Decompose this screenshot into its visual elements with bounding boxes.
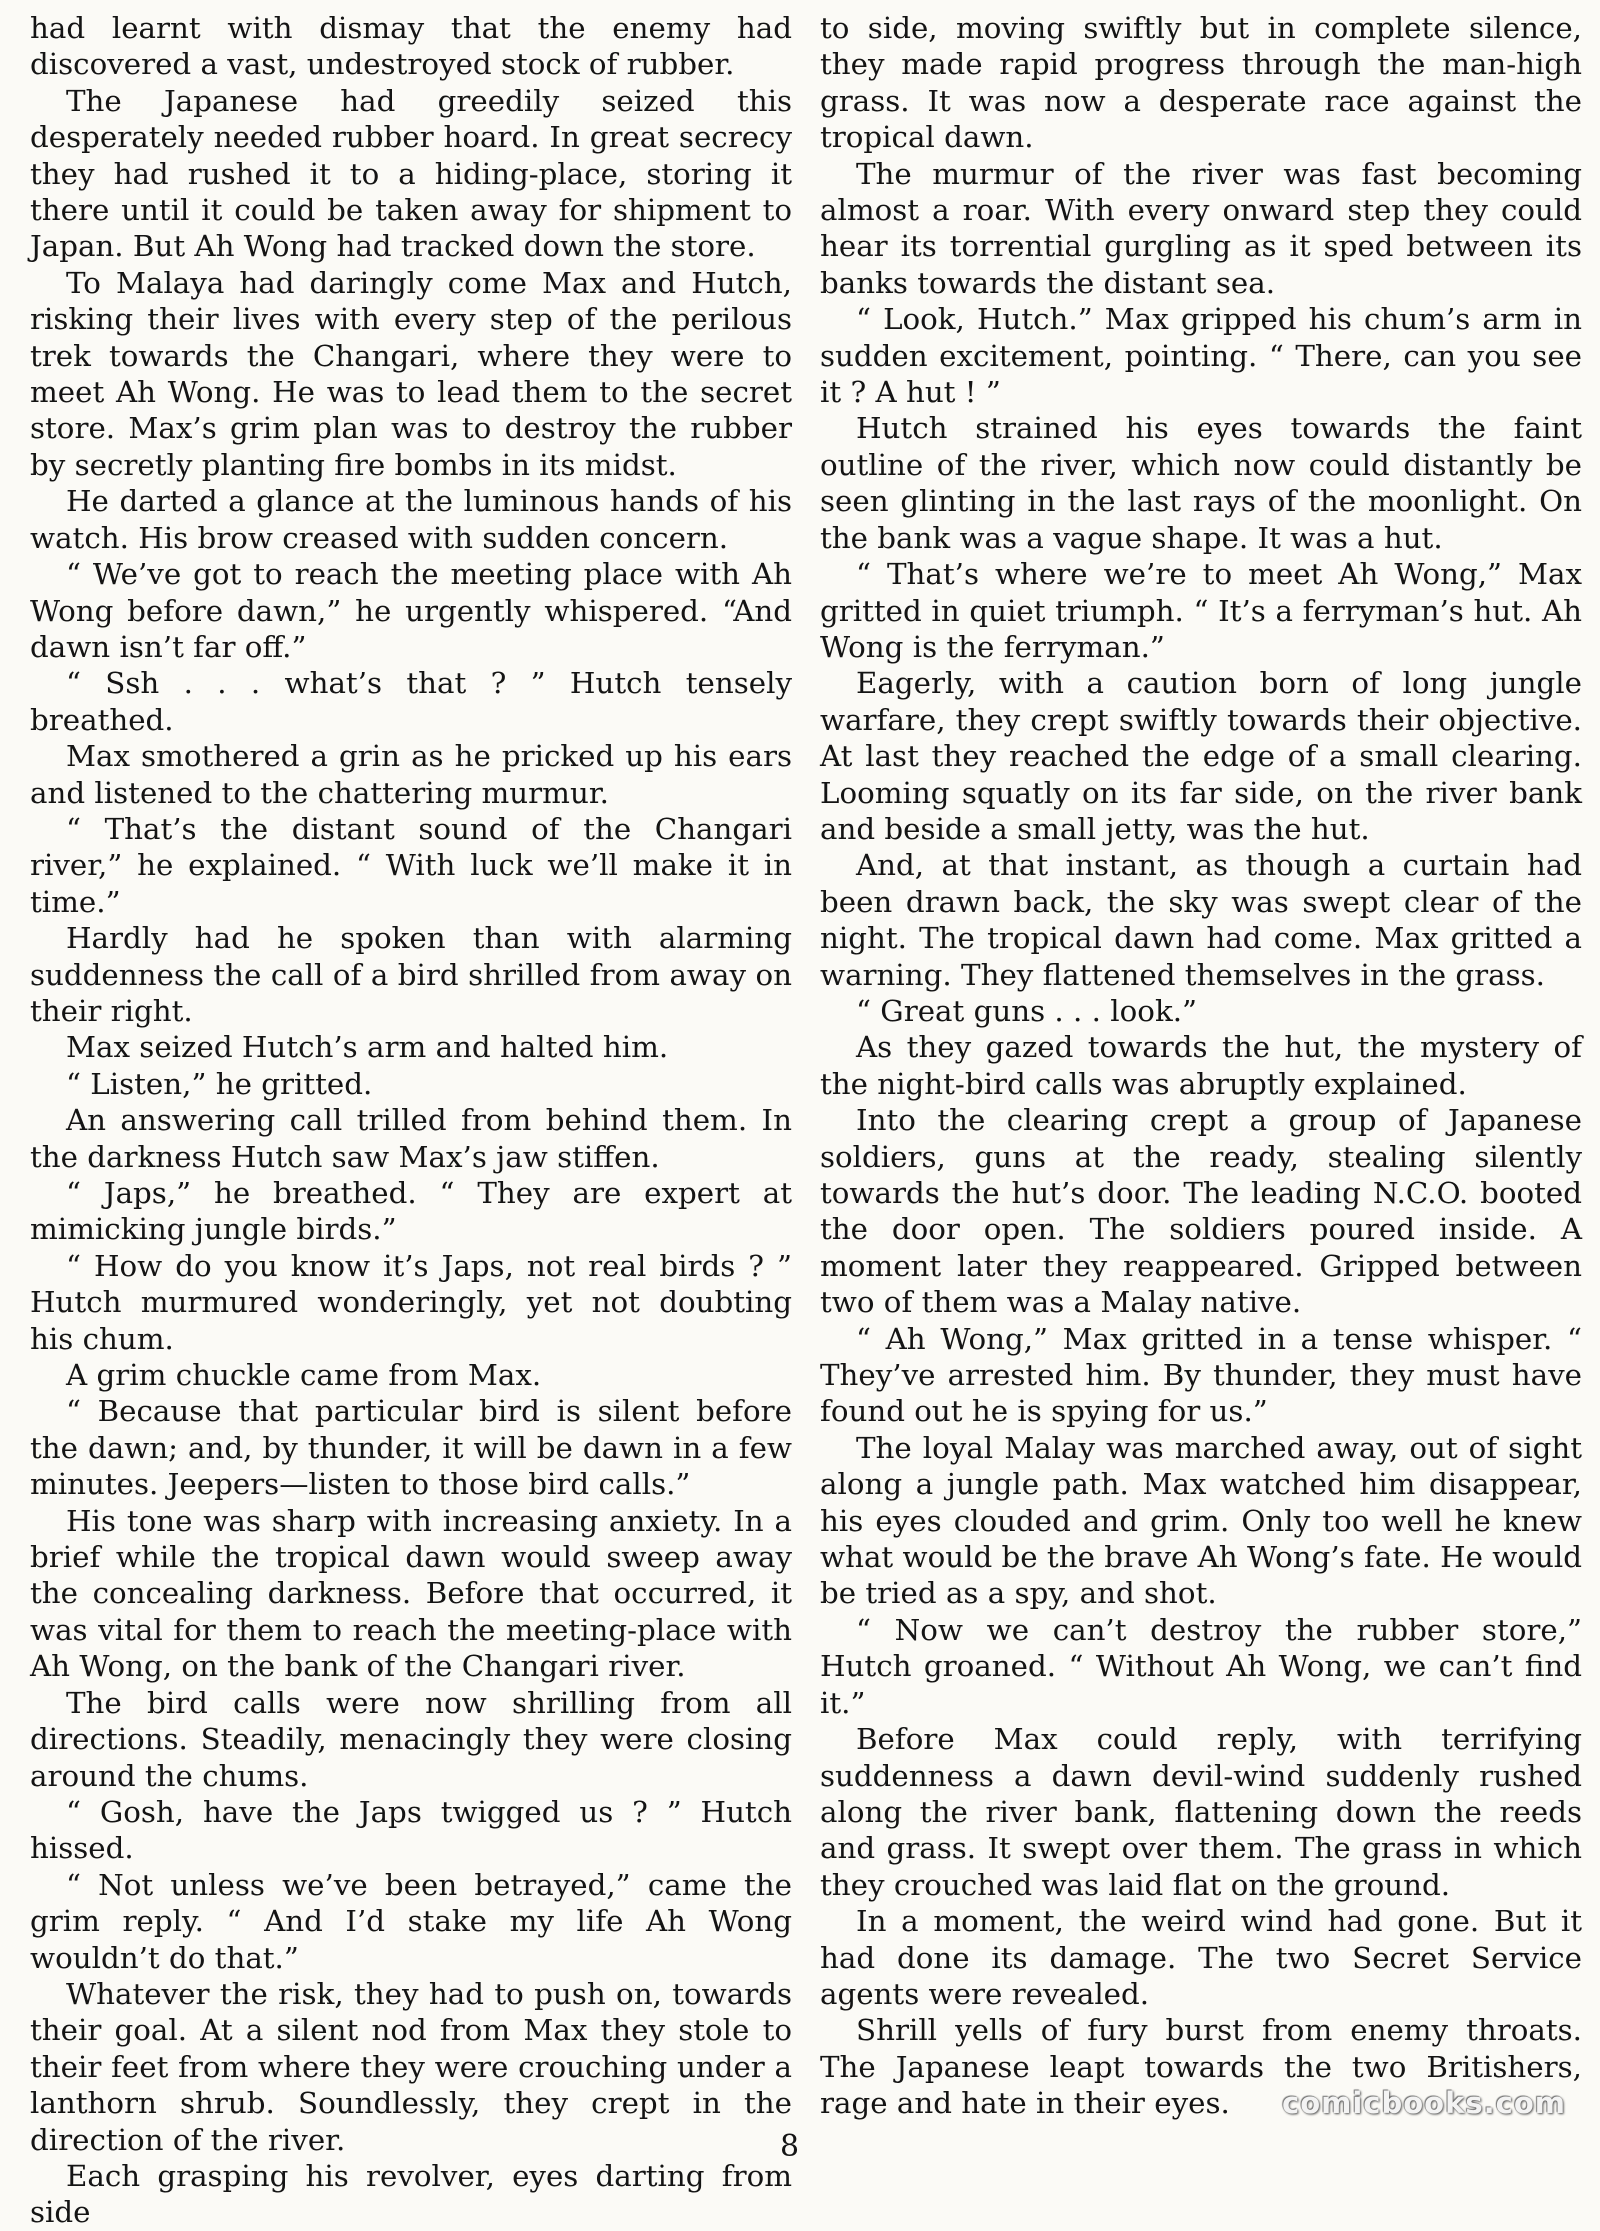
paragraph: Max seized Hutch’s arm and halted him. <box>66 1030 669 1065</box>
paragraph: The Japanese had greedily seized this desperately needed rubber hoard. In great secrecy they had rushed it to a hiding-place, storing it there until it could be taken away for shipment to Japan. But Ah Wong had tracked down the store. <box>30 83 792 264</box>
paragraph: Max smothered a grin as he pricked up his ears and listened to the chattering murmur. <box>30 739 792 810</box>
paragraph: He darted a glance at the luminous hands of his watch. His brow creased with sudden concern. <box>30 484 792 555</box>
left-text-column <box>30 10 792 2231</box>
paragraph: The loyal Malay was marched away, out of sight along a jungle path. Max watched him disappear, his eyes clouded and grim. Only too well he knew what would be the brave Ah Wong’s fate. He would be tried as a spy, and shot. <box>820 1430 1582 1611</box>
paragraph: Whatever the risk, they had to push on, towards their goal. At a silent nod from Max they stole to their feet from where they were crouching under a lanthorn shrub. Soundlessly, they crept in the direction of the river. <box>30 1976 792 2157</box>
paragraph: “ Ssh . . . what’s that ? ” Hutch tensely breathed. <box>30 666 792 737</box>
paragraph: Each grasping his revolver, eyes darting from side <box>30 2158 792 2230</box>
paragraph: “ Because that particular bird is silent before the dawn; and, by thunder, it will be dawn in a few minutes. Jeepers—listen to those bird calls.” <box>30 1394 792 1502</box>
paragraph: In a moment, the weird wind had gone. But it had done its damage. The two Secret Service agents were revealed. <box>820 1904 1582 2011</box>
paragraph: To Malaya had daringly come Max and Hutch, risking their lives with every step of the perilous trek towards the Changari, where they were to meet Ah Wong. He was to lead them to the secret store. Max’s grim plan was to destroy the rubber by secretly planting fire bombs in its midst. <box>30 265 792 482</box>
paragraph: “ Japs,” he breathed. “ They are expert at mimicking jungle birds.” <box>30 1176 792 1247</box>
paragraph: As they gazed towards the hut, the mystery of the night-bird calls was abruptly explained. <box>820 1030 1582 1101</box>
paragraph: “ We’ve got to reach the meeting place with Ah Wong before dawn,” he urgently whispered. “And dawn isn’t far off.” <box>30 557 792 664</box>
paragraph: The murmur of the river was fast becoming almost a roar. With every onward step they could hear its torrential gurgling as it sped between its banks towards the distant sea. <box>820 156 1582 300</box>
paragraph: “ That’s where we’re to meet Ah Wong,” Max gritted in quiet triumph. “ It’s a ferryman’s hut. Ah Wong is the ferryman.” <box>820 557 1582 664</box>
paragraph: Hardly had he spoken than with alarming suddenness the call of a bird shrilled from away on their right. <box>30 921 792 1028</box>
paragraph: An answering call trilled from behind them. In the darkness Hutch saw Max’s jaw stiffen. <box>30 1103 792 1174</box>
paragraph: “ Great guns . . . look.” <box>856 993 1197 1028</box>
paragraph: Before Max could reply, with terrifying suddenness a dawn devil-wind suddenly rushed along the river bank, flattening down the reeds and grass. It swept over them. The grass in which they crouched was laid flat on the ground. <box>820 1722 1582 1902</box>
paragraph: to side, moving swiftly but in complete silence, they made rapid progress through the man-high grass. It was now a desperate race against the tropical dawn. <box>820 11 1582 155</box>
paragraph: Shrill yells of fury burst from enemy throats. The Japanese leapt towards the two Britishers, rage and hate in their eyes. <box>820 2013 1582 2121</box>
paragraph: had learnt with dismay that the enemy had discovered a vast, undestroyed stock of rubber. <box>30 11 792 82</box>
paragraph: “ How do you know it’s Japs, not real birds ? ” Hutch murmured wonderingly, yet not doubting his chum. <box>30 1248 792 1356</box>
paragraph: Eagerly, with a caution born of long jungle warfare, they crept swiftly towards their objective. At last they reached the edge of a small clearing. Looming squatly on its far side, on the river bank and beside a small jetty, was the hut. <box>820 666 1582 846</box>
paragraph: “ Listen,” he gritted. <box>66 1066 373 1101</box>
paragraph: “ Ah Wong,” Max gritted in a tense whisper. “ They’ve arrested him. By thunder, they must have found out he is spying for us.” <box>820 1321 1582 1429</box>
paragraph: “ Now we can’t destroy the rubber store,” Hutch groaned. “ Without Ah Wong, we can’t find it.” <box>820 1612 1582 1720</box>
paragraph: Hutch strained his eyes towards the faint outline of the river, which now could distantly be seen glinting in the last rays of the moonlight. On the bank was a vague shape. It was a hut. <box>820 411 1582 555</box>
paragraph: Into the clearing crept a group of Japanese soldiers, guns at the ready, stealing silently towards the hut’s door. The leading N.C.O. booted the door open. The soldiers poured inside. A moment later they reappeared. Gripped between two of them was a Malay native. <box>820 1103 1582 1320</box>
right-text-column <box>820 10 1582 2122</box>
paragraph: “ Gosh, have the Japs twigged us ? ” Hutch hissed. <box>30 1794 792 1866</box>
page-number: 8 <box>780 2129 800 2164</box>
paragraph: “ That’s the distant sound of the Changari river,” he explained. “ With luck we’ll make it in time.” <box>30 811 792 919</box>
paragraph: And, at that instant, as though a curtain had been drawn back, the sky was swept clear of the night. The tropical dawn had come. Max gritted a warning. They flattened themselves in the grass. <box>820 848 1582 992</box>
paragraph: The bird calls were now shrilling from all directions. Steadily, menacingly they were closing around the chums. <box>30 1685 792 1793</box>
paragraph: A grim chuckle came from Max. <box>66 1358 542 1393</box>
paragraph: “ Look, Hutch.” Max gripped his chum’s arm in sudden excitement, pointing. “ There, can you see it ? A hut ! ” <box>820 302 1582 410</box>
paragraph: His tone was sharp with increasing anxiety. In a brief while the tropical dawn would sweep away the concealing darkness. Before that occurred, it was vital for them to reach the meeting-place with Ah Wong, on the bank of the Changari river. <box>30 1503 792 1684</box>
watermark: comicbooks.com <box>1282 2086 1566 2120</box>
paragraph: “ Not unless we’ve been betrayed,” came the grim reply. “ And I’d stake my life Ah Wong wouldn’t do that.” <box>30 1867 792 1975</box>
